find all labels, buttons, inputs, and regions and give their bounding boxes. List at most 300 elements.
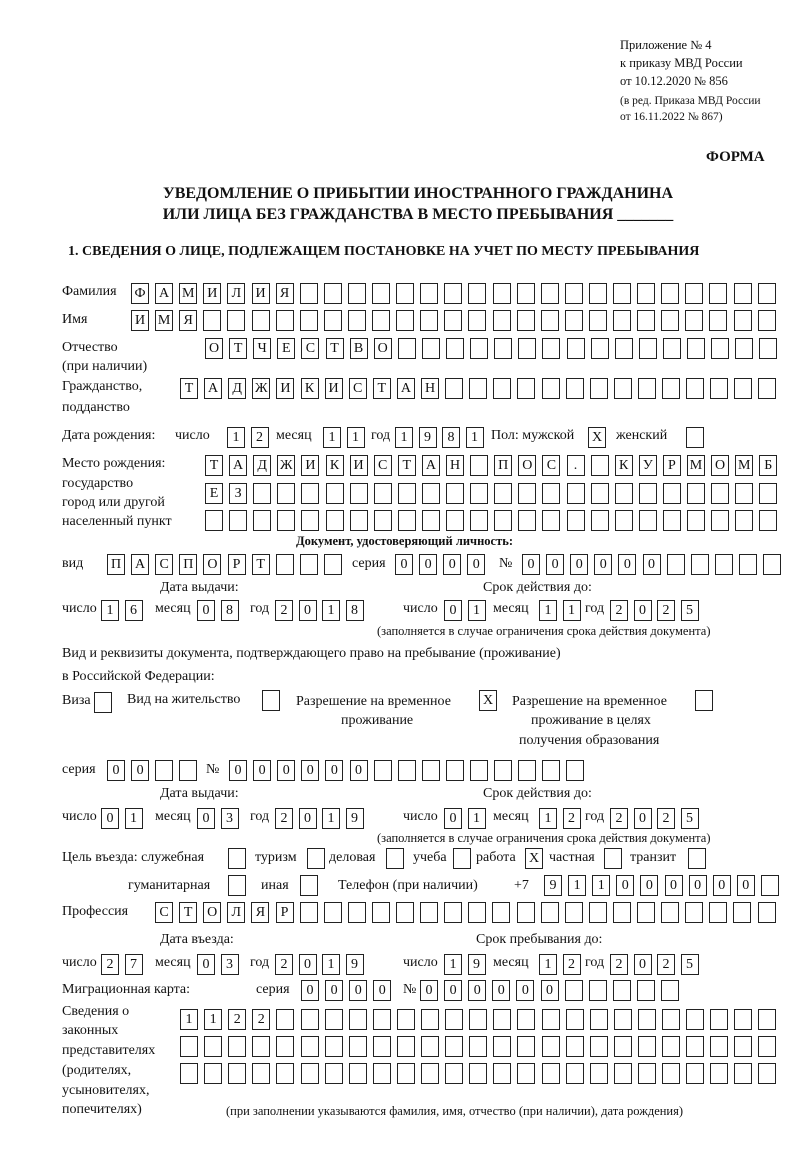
birthplace3-cell[interactable] [542, 510, 560, 531]
birthplace3-cell[interactable] [567, 510, 585, 531]
rd-number-cell[interactable] [542, 760, 560, 781]
reps3-cell[interactable] [373, 1063, 391, 1084]
surname-cell[interactable] [493, 283, 511, 304]
sex-female-checkbox[interactable] [686, 427, 704, 448]
profession-cell[interactable]: Т [179, 902, 197, 923]
rd-valid-day-cell[interactable]: 0 [444, 808, 462, 829]
birthplace3-cell[interactable] [398, 510, 416, 531]
name-cell[interactable] [589, 310, 607, 331]
birthplace1-cell[interactable]: М [687, 455, 705, 476]
profession-cell[interactable] [685, 902, 703, 923]
id-number-cell[interactable]: 0 [643, 554, 661, 575]
birthplace2-cell[interactable] [663, 483, 681, 504]
reps2-cell[interactable] [566, 1036, 584, 1057]
profession-cell[interactable] [372, 902, 390, 923]
surname-cell[interactable]: Я [276, 283, 294, 304]
birthplace1-cell[interactable]: Р [663, 455, 681, 476]
entry-year-cell[interactable]: 2 [275, 954, 293, 975]
reps3-cell[interactable] [710, 1063, 728, 1084]
reps1-cell[interactable] [397, 1009, 415, 1030]
birthplace1-cell[interactable]: Т [205, 455, 223, 476]
rd-number-cell[interactable] [494, 760, 512, 781]
birthplace2-cell[interactable] [470, 483, 488, 504]
surname-cell[interactable]: Ф [131, 283, 149, 304]
mc-series-cell[interactable]: 0 [373, 980, 391, 1001]
birthplace3-cell[interactable] [639, 510, 657, 531]
reps1-cell[interactable]: 2 [252, 1009, 270, 1030]
citizenship-cell[interactable]: Ж [252, 378, 270, 399]
surname-cell[interactable] [685, 283, 703, 304]
phone-cell[interactable]: 1 [592, 875, 610, 896]
id-valid-month-cell[interactable]: 1 [539, 600, 557, 621]
patronymic-cell[interactable] [567, 338, 585, 359]
birthplace3-cell[interactable] [374, 510, 392, 531]
reps3-cell[interactable] [686, 1063, 704, 1084]
p-study-checkbox[interactable] [453, 848, 471, 869]
name-cell[interactable] [420, 310, 438, 331]
citizenship-cell[interactable]: Д [228, 378, 246, 399]
id-series-cell[interactable]: 0 [395, 554, 413, 575]
patronymic-cell[interactable] [639, 338, 657, 359]
rd-number-cell[interactable] [422, 760, 440, 781]
p-other-checkbox[interactable] [300, 875, 318, 896]
birthplace2-cell[interactable]: Е [205, 483, 223, 504]
birthplace1-cell[interactable]: С [374, 455, 392, 476]
citizenship-cell[interactable] [758, 378, 776, 399]
id-number-cell[interactable]: 0 [618, 554, 636, 575]
entry-year-cell[interactable]: 1 [322, 954, 340, 975]
reps3-cell[interactable] [614, 1063, 632, 1084]
patronymic-cell[interactable] [422, 338, 440, 359]
birthplace3-cell[interactable] [759, 510, 777, 531]
surname-cell[interactable] [420, 283, 438, 304]
profession-cell[interactable] [420, 902, 438, 923]
reps3-cell[interactable] [204, 1063, 222, 1084]
patronymic-cell[interactable]: Т [326, 338, 344, 359]
surname-cell[interactable] [468, 283, 486, 304]
birthplace2-cell[interactable] [591, 483, 609, 504]
reps3-cell[interactable] [180, 1063, 198, 1084]
reps1-cell[interactable] [638, 1009, 656, 1030]
profession-cell[interactable]: Р [276, 902, 294, 923]
reps3-cell[interactable] [566, 1063, 584, 1084]
birthplace1-cell[interactable]: Д [253, 455, 271, 476]
birthplace3-cell[interactable] [277, 510, 295, 531]
patronymic-cell[interactable] [663, 338, 681, 359]
rd-number-cell[interactable]: 0 [325, 760, 343, 781]
birthplace2-cell[interactable] [301, 483, 319, 504]
reps1-cell[interactable]: 2 [228, 1009, 246, 1030]
rd-issue-year-cell[interactable]: 9 [346, 808, 364, 829]
birthplace1-cell[interactable]: П [494, 455, 512, 476]
id-issue-day-cell[interactable]: 1 [101, 600, 119, 621]
reps1-cell[interactable] [373, 1009, 391, 1030]
profession-cell[interactable] [637, 902, 655, 923]
surname-cell[interactable] [589, 283, 607, 304]
birthplace3-cell[interactable] [615, 510, 633, 531]
name-cell[interactable] [372, 310, 390, 331]
patronymic-cell[interactable]: В [350, 338, 368, 359]
id-number-cell[interactable]: 0 [594, 554, 612, 575]
phone-cell[interactable]: 0 [616, 875, 634, 896]
citizenship-cell[interactable]: К [301, 378, 319, 399]
name-cell[interactable] [541, 310, 559, 331]
name-cell[interactable] [613, 310, 631, 331]
reps3-cell[interactable] [542, 1063, 560, 1084]
profession-cell[interactable] [613, 902, 631, 923]
mc-number-cell[interactable] [613, 980, 631, 1001]
p-work-checkbox[interactable]: X [525, 848, 543, 869]
citizenship-cell[interactable] [542, 378, 560, 399]
citizenship-cell[interactable] [590, 378, 608, 399]
mc-series-cell[interactable]: 0 [349, 980, 367, 1001]
reps1-cell[interactable] [710, 1009, 728, 1030]
birthplace2-cell[interactable] [253, 483, 271, 504]
id-series-cell[interactable]: 0 [419, 554, 437, 575]
birthplace2-cell[interactable] [542, 483, 560, 504]
reps2-cell[interactable] [662, 1036, 680, 1057]
rd-valid-year-cell[interactable]: 2 [657, 808, 675, 829]
birthplace3-cell[interactable] [687, 510, 705, 531]
reps1-cell[interactable] [276, 1009, 294, 1030]
citizenship-cell[interactable] [614, 378, 632, 399]
id-number-cell[interactable]: 0 [546, 554, 564, 575]
stay-year-cell[interactable]: 0 [634, 954, 652, 975]
mc-number-cell[interactable]: 0 [420, 980, 438, 1001]
name-cell[interactable] [758, 310, 776, 331]
mc-number-cell[interactable] [589, 980, 607, 1001]
reps3-cell[interactable] [445, 1063, 463, 1084]
surname-cell[interactable] [348, 283, 366, 304]
stay-year-cell[interactable]: 5 [681, 954, 699, 975]
reps1-cell[interactable] [421, 1009, 439, 1030]
birth-year-cell[interactable]: 9 [419, 427, 437, 448]
profession-cell[interactable] [444, 902, 462, 923]
birthplace1-cell[interactable]: А [229, 455, 247, 476]
patronymic-cell[interactable]: О [205, 338, 223, 359]
reps3-cell[interactable] [276, 1063, 294, 1084]
patronymic-cell[interactable]: Т [229, 338, 247, 359]
citizenship-cell[interactable] [469, 378, 487, 399]
id-series-cell[interactable]: 0 [443, 554, 461, 575]
id-valid-day-cell[interactable]: 1 [468, 600, 486, 621]
surname-cell[interactable] [613, 283, 631, 304]
birthplace1-cell[interactable]: И [350, 455, 368, 476]
birthplace1-cell[interactable]: Т [398, 455, 416, 476]
surname-cell[interactable]: М [179, 283, 197, 304]
rd-number-cell[interactable]: 0 [277, 760, 295, 781]
stay-day-cell[interactable]: 9 [468, 954, 486, 975]
reps2-cell[interactable] [204, 1036, 222, 1057]
stay-year-cell[interactable]: 2 [610, 954, 628, 975]
birthplace1-cell[interactable]: И [301, 455, 319, 476]
name-cell[interactable]: Я [179, 310, 197, 331]
reps2-cell[interactable] [638, 1036, 656, 1057]
citizenship-cell[interactable] [566, 378, 584, 399]
mc-number-cell[interactable] [565, 980, 583, 1001]
patronymic-cell[interactable] [518, 338, 536, 359]
reps2-cell[interactable] [710, 1036, 728, 1057]
surname-cell[interactable] [517, 283, 535, 304]
patronymic-cell[interactable] [446, 338, 464, 359]
entry-month-cell[interactable]: 0 [197, 954, 215, 975]
birthplace2-cell[interactable] [422, 483, 440, 504]
id-kind-cell[interactable]: П [107, 554, 125, 575]
name-cell[interactable] [444, 310, 462, 331]
id-valid-year-cell[interactable]: 2 [610, 600, 628, 621]
entry-year-cell[interactable]: 9 [346, 954, 364, 975]
citizenship-cell[interactable]: Т [373, 378, 391, 399]
name-cell[interactable] [493, 310, 511, 331]
rd-issue-month-cell[interactable]: 3 [221, 808, 239, 829]
reps2-cell[interactable] [421, 1036, 439, 1057]
rd-issue-year-cell[interactable]: 2 [275, 808, 293, 829]
name-cell[interactable] [468, 310, 486, 331]
p-business-checkbox[interactable] [386, 848, 404, 869]
rd-number-cell[interactable] [518, 760, 536, 781]
birthplace2-cell[interactable]: З [229, 483, 247, 504]
citizenship-cell[interactable]: А [397, 378, 415, 399]
birthplace1-cell[interactable] [591, 455, 609, 476]
birthplace3-cell[interactable] [229, 510, 247, 531]
name-cell[interactable] [276, 310, 294, 331]
reps3-cell[interactable] [638, 1063, 656, 1084]
reps2-cell[interactable] [734, 1036, 752, 1057]
surname-cell[interactable] [396, 283, 414, 304]
id-number-cell[interactable]: 0 [522, 554, 540, 575]
birthplace3-cell[interactable] [711, 510, 729, 531]
reps2-cell[interactable] [228, 1036, 246, 1057]
surname-cell[interactable] [324, 283, 342, 304]
rd-valid-year-cell[interactable]: 2 [610, 808, 628, 829]
rd-series-cell[interactable] [179, 760, 197, 781]
rd-number-cell[interactable] [446, 760, 464, 781]
birthplace2-cell[interactable] [735, 483, 753, 504]
id-issue-month-cell[interactable]: 0 [197, 600, 215, 621]
visa-checkbox[interactable] [94, 692, 112, 713]
rd-valid-year-cell[interactable]: 0 [634, 808, 652, 829]
id-series-cell[interactable]: 0 [467, 554, 485, 575]
id-valid-day-cell[interactable]: 0 [444, 600, 462, 621]
entry-day-cell[interactable]: 7 [125, 954, 143, 975]
patronymic-cell[interactable] [615, 338, 633, 359]
mc-series-cell[interactable]: 0 [301, 980, 319, 1001]
p-service-checkbox[interactable] [228, 848, 246, 869]
name-cell[interactable] [661, 310, 679, 331]
birthplace2-cell[interactable] [398, 483, 416, 504]
citizenship-cell[interactable]: А [204, 378, 222, 399]
mc-number-cell[interactable]: 0 [492, 980, 510, 1001]
name-cell[interactable] [517, 310, 535, 331]
id-kind-cell[interactable]: О [203, 554, 221, 575]
residence-checkbox[interactable] [262, 690, 280, 711]
rd-valid-month-cell[interactable]: 2 [563, 808, 581, 829]
reps3-cell[interactable] [662, 1063, 680, 1084]
surname-cell[interactable]: И [252, 283, 270, 304]
citizenship-cell[interactable] [710, 378, 728, 399]
surname-cell[interactable] [372, 283, 390, 304]
entry-day-cell[interactable]: 2 [101, 954, 119, 975]
profession-cell[interactable] [396, 902, 414, 923]
reps2-cell[interactable] [252, 1036, 270, 1057]
rd-issue-day-cell[interactable]: 1 [125, 808, 143, 829]
id-kind-cell[interactable]: П [179, 554, 197, 575]
patronymic-cell[interactable] [542, 338, 560, 359]
reps1-cell[interactable] [493, 1009, 511, 1030]
birthplace2-cell[interactable] [494, 483, 512, 504]
rd-series-cell[interactable] [155, 760, 173, 781]
profession-cell[interactable] [300, 902, 318, 923]
sex-male-checkbox[interactable]: X [588, 427, 606, 448]
birthplace3-cell[interactable] [518, 510, 536, 531]
p-private-checkbox[interactable] [604, 848, 622, 869]
reps3-cell[interactable] [590, 1063, 608, 1084]
patronymic-cell[interactable]: Ч [253, 338, 271, 359]
reps3-cell[interactable] [349, 1063, 367, 1084]
profession-cell[interactable] [348, 902, 366, 923]
entry-year-cell[interactable]: 0 [299, 954, 317, 975]
id-number-cell[interactable] [691, 554, 709, 575]
mc-number-cell[interactable]: 0 [444, 980, 462, 1001]
patronymic-cell[interactable] [735, 338, 753, 359]
birthplace1-cell[interactable]: М [735, 455, 753, 476]
birth-year-cell[interactable]: 8 [442, 427, 460, 448]
citizenship-cell[interactable]: Т [180, 378, 198, 399]
name-cell[interactable] [685, 310, 703, 331]
profession-cell[interactable] [517, 902, 535, 923]
reps2-cell[interactable] [276, 1036, 294, 1057]
birthplace3-cell[interactable] [205, 510, 223, 531]
citizenship-cell[interactable] [686, 378, 704, 399]
reps3-cell[interactable] [734, 1063, 752, 1084]
birthplace1-cell[interactable]: У [639, 455, 657, 476]
id-kind-cell[interactable] [276, 554, 294, 575]
phone-cell[interactable]: 0 [689, 875, 707, 896]
profession-cell[interactable] [565, 902, 583, 923]
birthplace2-cell[interactable] [374, 483, 392, 504]
birth-day-cell[interactable]: 2 [251, 427, 269, 448]
citizenship-cell[interactable] [734, 378, 752, 399]
name-cell[interactable] [396, 310, 414, 331]
birth-month-cell[interactable]: 1 [347, 427, 365, 448]
patronymic-cell[interactable]: Е [277, 338, 295, 359]
id-valid-year-cell[interactable]: 0 [634, 600, 652, 621]
id-kind-cell[interactable]: А [131, 554, 149, 575]
birth-year-cell[interactable]: 1 [466, 427, 484, 448]
rd-series-cell[interactable]: 0 [131, 760, 149, 781]
reps2-cell[interactable] [445, 1036, 463, 1057]
birthplace2-cell[interactable] [350, 483, 368, 504]
reps1-cell[interactable]: 1 [204, 1009, 222, 1030]
mc-number-cell[interactable] [661, 980, 679, 1001]
surname-cell[interactable]: А [155, 283, 173, 304]
reps2-cell[interactable] [325, 1036, 343, 1057]
rd-number-cell[interactable]: 0 [301, 760, 319, 781]
phone-cell[interactable]: 0 [640, 875, 658, 896]
name-cell[interactable]: И [131, 310, 149, 331]
mc-number-cell[interactable]: 0 [468, 980, 486, 1001]
id-number-cell[interactable] [715, 554, 733, 575]
birthplace3-cell[interactable] [470, 510, 488, 531]
reps1-cell[interactable] [566, 1009, 584, 1030]
birth-day-cell[interactable]: 1 [227, 427, 245, 448]
reps1-cell[interactable] [734, 1009, 752, 1030]
birthplace1-cell[interactable]: С [542, 455, 560, 476]
profession-cell[interactable]: О [203, 902, 221, 923]
profession-cell[interactable] [468, 902, 486, 923]
reps2-cell[interactable] [493, 1036, 511, 1057]
reps2-cell[interactable] [373, 1036, 391, 1057]
profession-cell[interactable] [589, 902, 607, 923]
rd-series-cell[interactable]: 0 [107, 760, 125, 781]
birthplace3-cell[interactable] [253, 510, 271, 531]
name-cell[interactable] [637, 310, 655, 331]
birthplace2-cell[interactable] [518, 483, 536, 504]
reps1-cell[interactable] [349, 1009, 367, 1030]
surname-cell[interactable] [709, 283, 727, 304]
birthplace1-cell[interactable]: О [518, 455, 536, 476]
id-issue-day-cell[interactable]: 6 [125, 600, 143, 621]
stay-year-cell[interactable]: 2 [657, 954, 675, 975]
stay-month-cell[interactable]: 2 [563, 954, 581, 975]
reps1-cell[interactable]: 1 [180, 1009, 198, 1030]
surname-cell[interactable] [541, 283, 559, 304]
reps1-cell[interactable] [662, 1009, 680, 1030]
reps3-cell[interactable] [758, 1063, 776, 1084]
birthplace3-cell[interactable] [663, 510, 681, 531]
reps1-cell[interactable] [590, 1009, 608, 1030]
reps3-cell[interactable] [469, 1063, 487, 1084]
rd-number-cell[interactable] [374, 760, 392, 781]
reps3-cell[interactable] [228, 1063, 246, 1084]
reps1-cell[interactable] [614, 1009, 632, 1030]
profession-cell[interactable] [492, 902, 510, 923]
birthplace1-cell[interactable]: . [567, 455, 585, 476]
id-number-cell[interactable]: 0 [570, 554, 588, 575]
reps2-cell[interactable] [542, 1036, 560, 1057]
profession-cell[interactable]: Я [251, 902, 269, 923]
profession-cell[interactable] [758, 902, 776, 923]
profession-cell[interactable]: Л [227, 902, 245, 923]
reps2-cell[interactable] [590, 1036, 608, 1057]
birthplace2-cell[interactable] [326, 483, 344, 504]
birthplace1-cell[interactable]: О [711, 455, 729, 476]
citizenship-cell[interactable]: И [276, 378, 294, 399]
birthplace2-cell[interactable] [759, 483, 777, 504]
stay-day-cell[interactable]: 1 [444, 954, 462, 975]
phone-cell[interactable]: 9 [544, 875, 562, 896]
edu-checkbox[interactable] [695, 690, 713, 711]
name-cell[interactable] [734, 310, 752, 331]
profession-cell[interactable] [733, 902, 751, 923]
birthplace3-cell[interactable] [446, 510, 464, 531]
birthplace2-cell[interactable] [615, 483, 633, 504]
reps2-cell[interactable] [349, 1036, 367, 1057]
surname-cell[interactable] [300, 283, 318, 304]
birthplace2-cell[interactable] [277, 483, 295, 504]
birthplace3-cell[interactable] [591, 510, 609, 531]
id-kind-cell[interactable]: Р [228, 554, 246, 575]
birthplace1-cell[interactable]: К [326, 455, 344, 476]
rd-issue-day-cell[interactable]: 0 [101, 808, 119, 829]
citizenship-cell[interactable] [662, 378, 680, 399]
citizenship-cell[interactable]: И [325, 378, 343, 399]
surname-cell[interactable] [444, 283, 462, 304]
id-issue-year-cell[interactable]: 8 [346, 600, 364, 621]
profession-cell[interactable] [709, 902, 727, 923]
id-number-cell[interactable] [667, 554, 685, 575]
phone-cell[interactable]: 0 [737, 875, 755, 896]
